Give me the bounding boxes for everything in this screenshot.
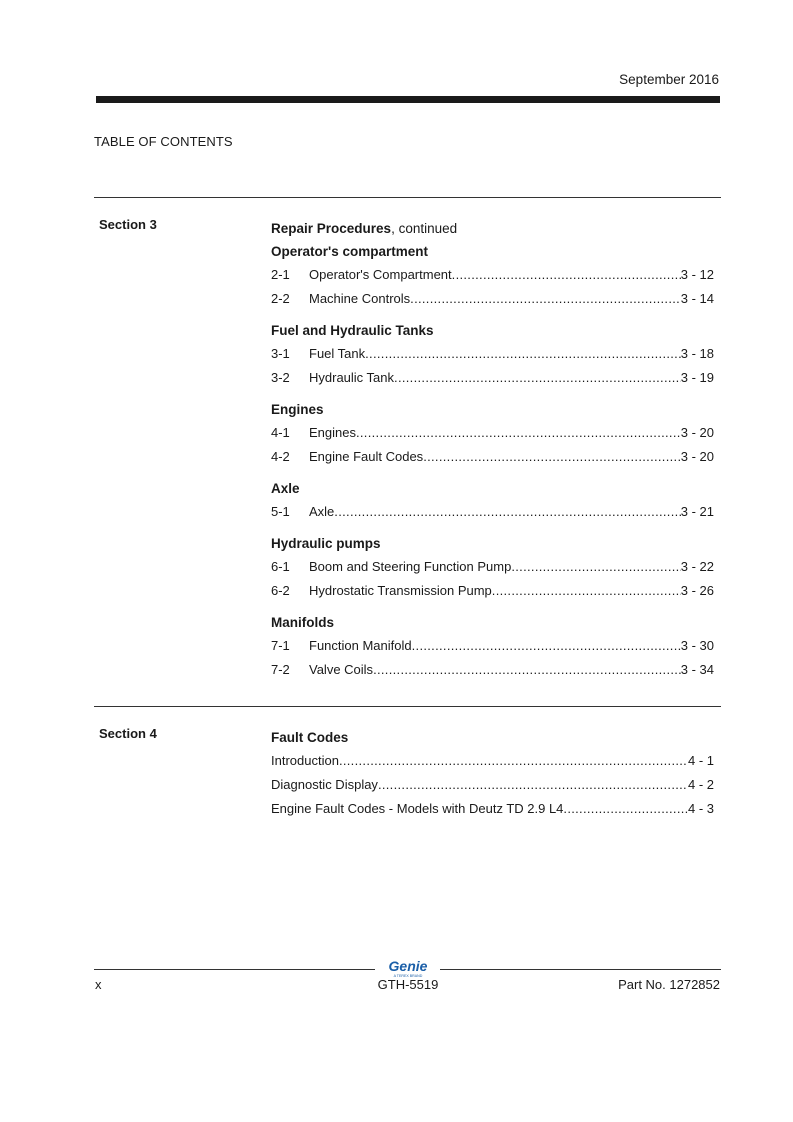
section-3-label: Section 3 <box>99 217 157 232</box>
entry-title: Fuel Tank <box>309 346 366 361</box>
entry-page: 3 - 18 <box>680 346 714 361</box>
entry-title: Hydrostatic Transmission Pump <box>309 583 492 598</box>
page-title: TABLE OF CONTENTS <box>94 134 233 149</box>
entry-title: Engine Fault Codes - Models with Deutz TD 2.9 L4 <box>271 801 564 816</box>
entry-title: Function Manifold <box>309 638 412 653</box>
toc-entry[interactable] <box>271 658 714 682</box>
entry-page: 3 - 22 <box>680 559 714 574</box>
section-heading-suffix: , continued <box>391 221 458 236</box>
section-4-toc <box>271 726 714 821</box>
entry-page: 3 - 20 <box>680 449 714 464</box>
entry-number: 2-1 <box>271 267 290 282</box>
page-number: x <box>95 977 102 992</box>
entry-number: 5-1 <box>271 504 290 519</box>
entry-page: 3 - 20 <box>680 425 714 440</box>
dot-leader <box>410 287 681 311</box>
dot-leader <box>356 421 681 445</box>
toc-entry[interactable] <box>271 366 714 390</box>
genie-logo-icon <box>383 958 433 978</box>
document-date: September 2016 <box>619 72 719 87</box>
entry-page: 3 - 26 <box>680 583 714 598</box>
entry-title: Engine Fault Codes <box>309 449 424 464</box>
entry-title: Hydraulic Tank <box>309 370 395 385</box>
entry-title: Engines <box>309 425 356 440</box>
dot-leader <box>373 658 681 682</box>
group-heading: Manifolds <box>271 615 334 630</box>
entry-number: 2-2 <box>271 291 290 306</box>
section-4-label: Section 4 <box>99 726 157 741</box>
logo-wordmark: Genie <box>388 958 428 974</box>
entry-page: 3 - 14 <box>680 291 714 306</box>
header-bar <box>96 96 720 103</box>
dot-leader <box>492 579 681 603</box>
dot-leader <box>563 797 688 821</box>
footer-rule-right <box>440 969 721 970</box>
toc-entry[interactable] <box>271 749 714 773</box>
entry-title: Introduction <box>271 753 339 768</box>
group-heading: Axle <box>271 481 300 496</box>
dot-leader <box>394 366 681 390</box>
entry-number: 7-1 <box>271 638 290 653</box>
footer-rule-left <box>94 969 375 970</box>
section-3-heading <box>271 217 714 240</box>
entry-number: 4-2 <box>271 449 290 464</box>
dot-leader <box>378 773 688 797</box>
entry-number: 4-1 <box>271 425 290 440</box>
entry-number: 7-2 <box>271 662 290 677</box>
entry-title: Diagnostic Display <box>271 777 378 792</box>
entry-title: Machine Controls <box>309 291 411 306</box>
entry-number: 3-2 <box>271 370 290 385</box>
toc-entry[interactable] <box>271 445 714 469</box>
logo-tagline: A TEREX BRAND <box>393 974 423 978</box>
entry-page: 3 - 19 <box>680 370 714 385</box>
dot-leader <box>423 445 681 469</box>
section-divider <box>94 197 721 198</box>
model-number: GTH-5519 <box>377 977 439 992</box>
dot-leader <box>412 634 681 658</box>
entry-page: 3 - 12 <box>680 267 714 282</box>
entry-number: 6-1 <box>271 559 290 574</box>
toc-entry[interactable] <box>271 797 714 821</box>
section-3-toc <box>271 217 714 682</box>
part-number: Part No. 1272852 <box>618 977 720 992</box>
group-heading: Fuel and Hydraulic Tanks <box>271 323 434 338</box>
entry-page: 3 - 34 <box>680 662 714 677</box>
entry-title: Boom and Steering Function Pump <box>309 559 512 574</box>
toc-entry[interactable] <box>271 287 714 311</box>
dot-leader <box>452 263 681 287</box>
entry-page: 3 - 21 <box>680 504 714 519</box>
entry-title: Valve Coils <box>309 662 374 677</box>
group-heading: Engines <box>271 402 324 417</box>
genie-logo <box>383 958 433 978</box>
section-heading-text: Repair Procedures <box>271 221 392 236</box>
entry-number: 6-2 <box>271 583 290 598</box>
section-4-heading: Fault Codes <box>271 730 349 745</box>
group-heading: Hydraulic pumps <box>271 536 381 551</box>
entry-title: Operator's Compartment <box>309 267 452 282</box>
entry-page: 4 - 3 <box>687 801 714 816</box>
toc-entry[interactable] <box>271 421 714 445</box>
dot-leader <box>334 500 680 524</box>
section-divider <box>94 706 721 707</box>
group-heading: Operator's compartment <box>271 244 428 259</box>
toc-entry[interactable] <box>271 500 714 524</box>
toc-entry[interactable] <box>271 555 714 579</box>
entry-number: 3-1 <box>271 346 290 361</box>
dot-leader <box>511 555 680 579</box>
toc-entry[interactable] <box>271 342 714 366</box>
dot-leader <box>365 342 681 366</box>
toc-entry[interactable] <box>271 634 714 658</box>
dot-leader <box>339 749 688 773</box>
entry-page: 4 - 1 <box>687 753 714 768</box>
entry-page: 3 - 30 <box>680 638 714 653</box>
toc-entry[interactable] <box>271 579 714 603</box>
entry-title: Axle <box>309 504 335 519</box>
entry-page: 4 - 2 <box>687 777 714 792</box>
toc-entry[interactable] <box>271 263 714 287</box>
toc-entry[interactable] <box>271 773 714 797</box>
